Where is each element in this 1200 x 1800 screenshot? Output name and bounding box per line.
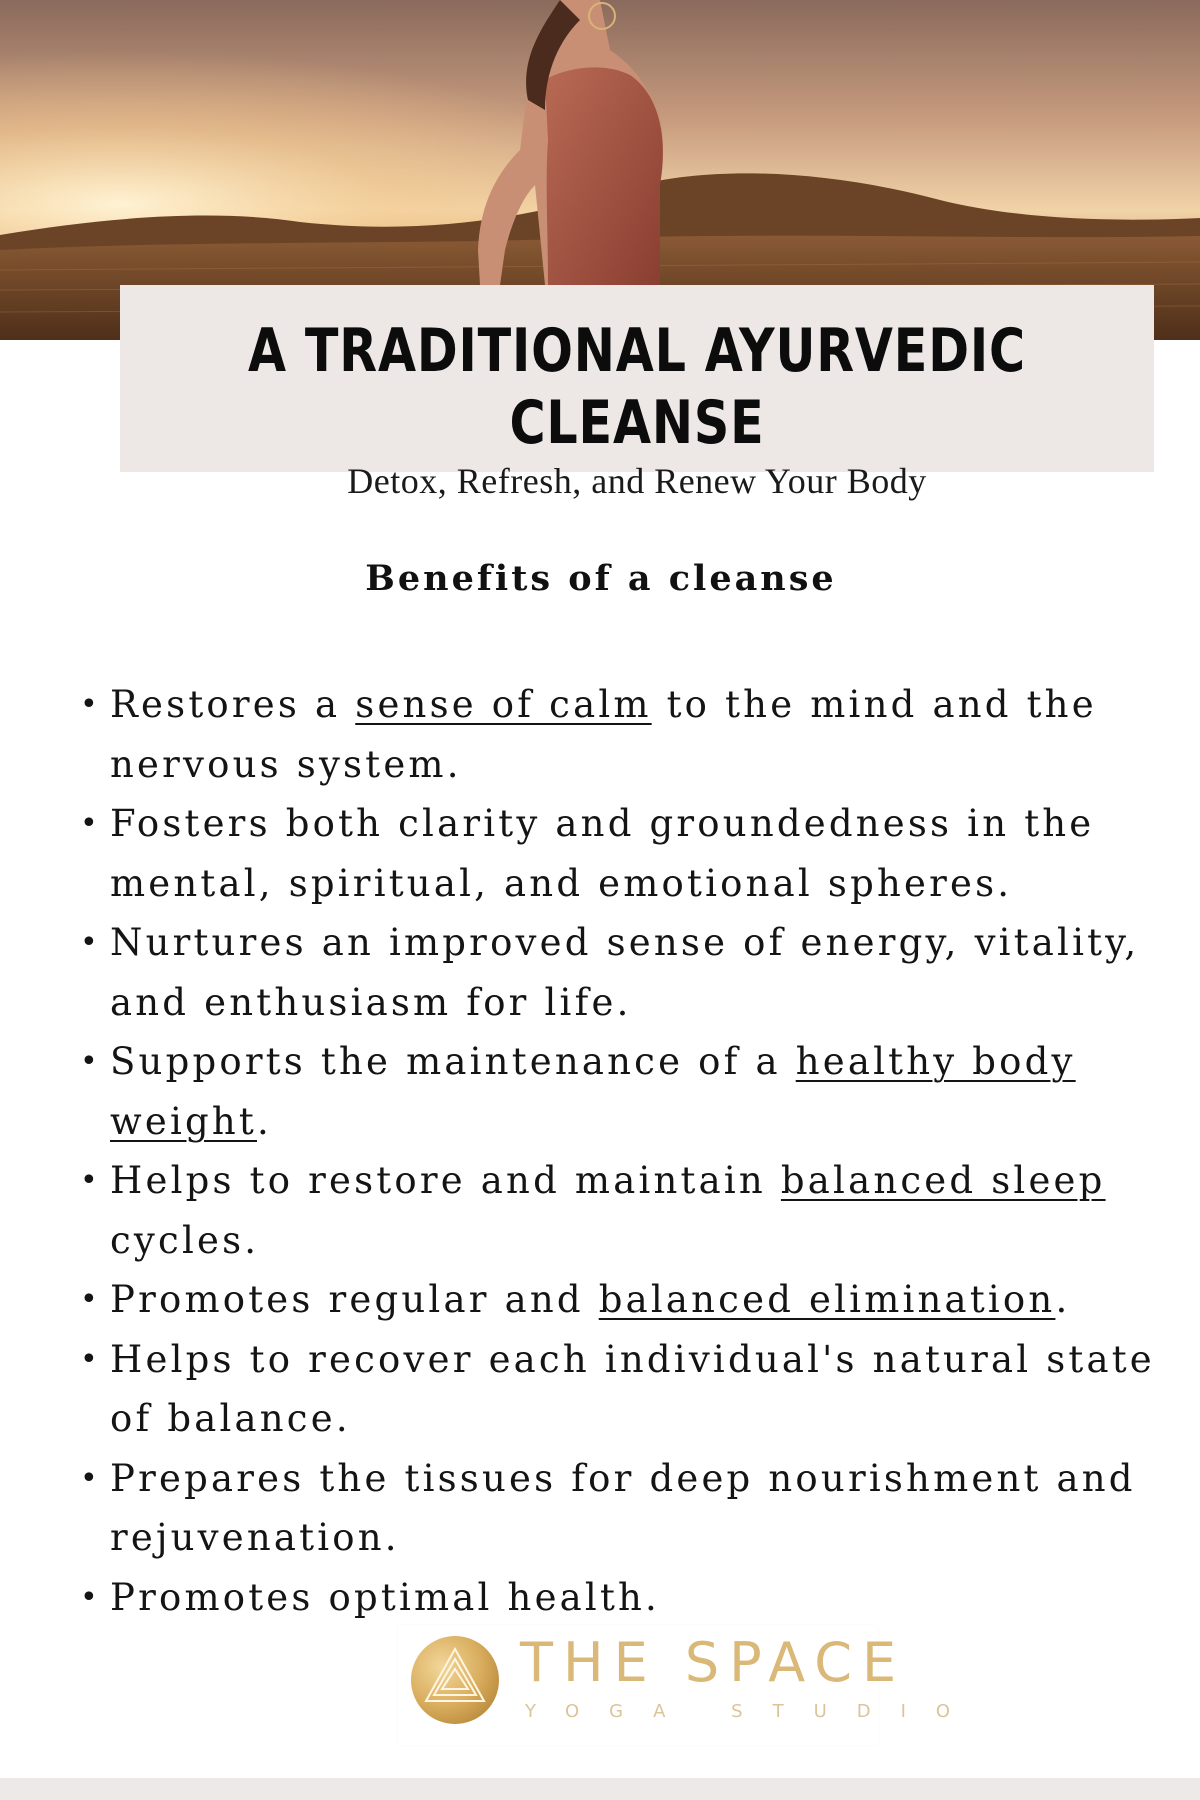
link-healthy-body-weight[interactable]: healthy body weight bbox=[110, 1040, 1076, 1143]
link-sense-of-calm[interactable]: sense of calm bbox=[355, 683, 652, 726]
list-item bbox=[80, 675, 1180, 794]
page-subtitle: Detox, Refresh, and Renew Your Body bbox=[347, 461, 927, 501]
logo-brand-text: THE SPACE bbox=[520, 1631, 907, 1694]
benefit-list bbox=[80, 675, 1180, 1627]
list-item-text: to the mind and the nervous system. bbox=[110, 683, 1097, 786]
bullet-icon: • bbox=[80, 1163, 101, 1198]
list-item-text: Nurtures an improved sense of energy, vitality, and enthusiasm for life. bbox=[110, 921, 1140, 1024]
bullet-icon: • bbox=[80, 687, 101, 722]
section-heading: Benefits of a cleanse bbox=[365, 558, 837, 599]
list-item-text: Helps to recover each individual's natural state of balance. bbox=[110, 1337, 1155, 1440]
list-item-text: . bbox=[256, 1099, 272, 1143]
list-item-text: Supports the maintenance of a bbox=[110, 1040, 796, 1083]
list-item-text: Fosters both clarity and groundedness in the mental, spiritual, and emotional spheres. bbox=[110, 802, 1095, 905]
triangle-logo-icon bbox=[410, 1635, 500, 1725]
link-balanced-elimination[interactable]: balanced elimination bbox=[598, 1278, 1056, 1321]
list-item-text: Promotes regular and bbox=[110, 1278, 599, 1321]
list-item bbox=[80, 1032, 1180, 1151]
link-balanced-sleep[interactable]: balanced sleep bbox=[780, 1159, 1106, 1202]
list-item bbox=[80, 1568, 1180, 1628]
list-item bbox=[80, 1151, 1180, 1270]
bullet-icon: • bbox=[80, 925, 101, 960]
list-item bbox=[80, 1270, 1180, 1330]
list-item-text: Prepares the tissues for deep nourishment and rejuvenation. bbox=[110, 1456, 1136, 1559]
list-item-text: cycles. bbox=[110, 1218, 260, 1262]
page-title: A TRADITIONAL AYURVEDIC CLEANSE bbox=[248, 316, 1026, 458]
list-item-text: Promotes optimal health. bbox=[110, 1575, 661, 1619]
list-item-text: Restores a bbox=[110, 683, 356, 726]
list-item bbox=[80, 794, 1180, 913]
list-item bbox=[80, 1330, 1180, 1449]
bullet-icon: • bbox=[80, 806, 101, 841]
footer-band bbox=[0, 1778, 1200, 1800]
bullet-icon: • bbox=[80, 1282, 101, 1317]
bullet-icon: • bbox=[80, 1341, 101, 1377]
list-item-text: Helps to restore and maintain bbox=[110, 1159, 781, 1202]
bullet-icon: • bbox=[80, 1579, 101, 1615]
list-item bbox=[80, 1449, 1180, 1568]
list-item-text: . bbox=[1055, 1278, 1071, 1321]
studio-logo[interactable] bbox=[398, 1625, 981, 1745]
logo-tagline: YOGA STUDIO bbox=[525, 1701, 981, 1722]
list-item bbox=[80, 913, 1180, 1032]
bullet-icon: • bbox=[80, 1460, 101, 1496]
bullet-icon: • bbox=[80, 1044, 101, 1079]
title-card bbox=[120, 285, 1154, 501]
